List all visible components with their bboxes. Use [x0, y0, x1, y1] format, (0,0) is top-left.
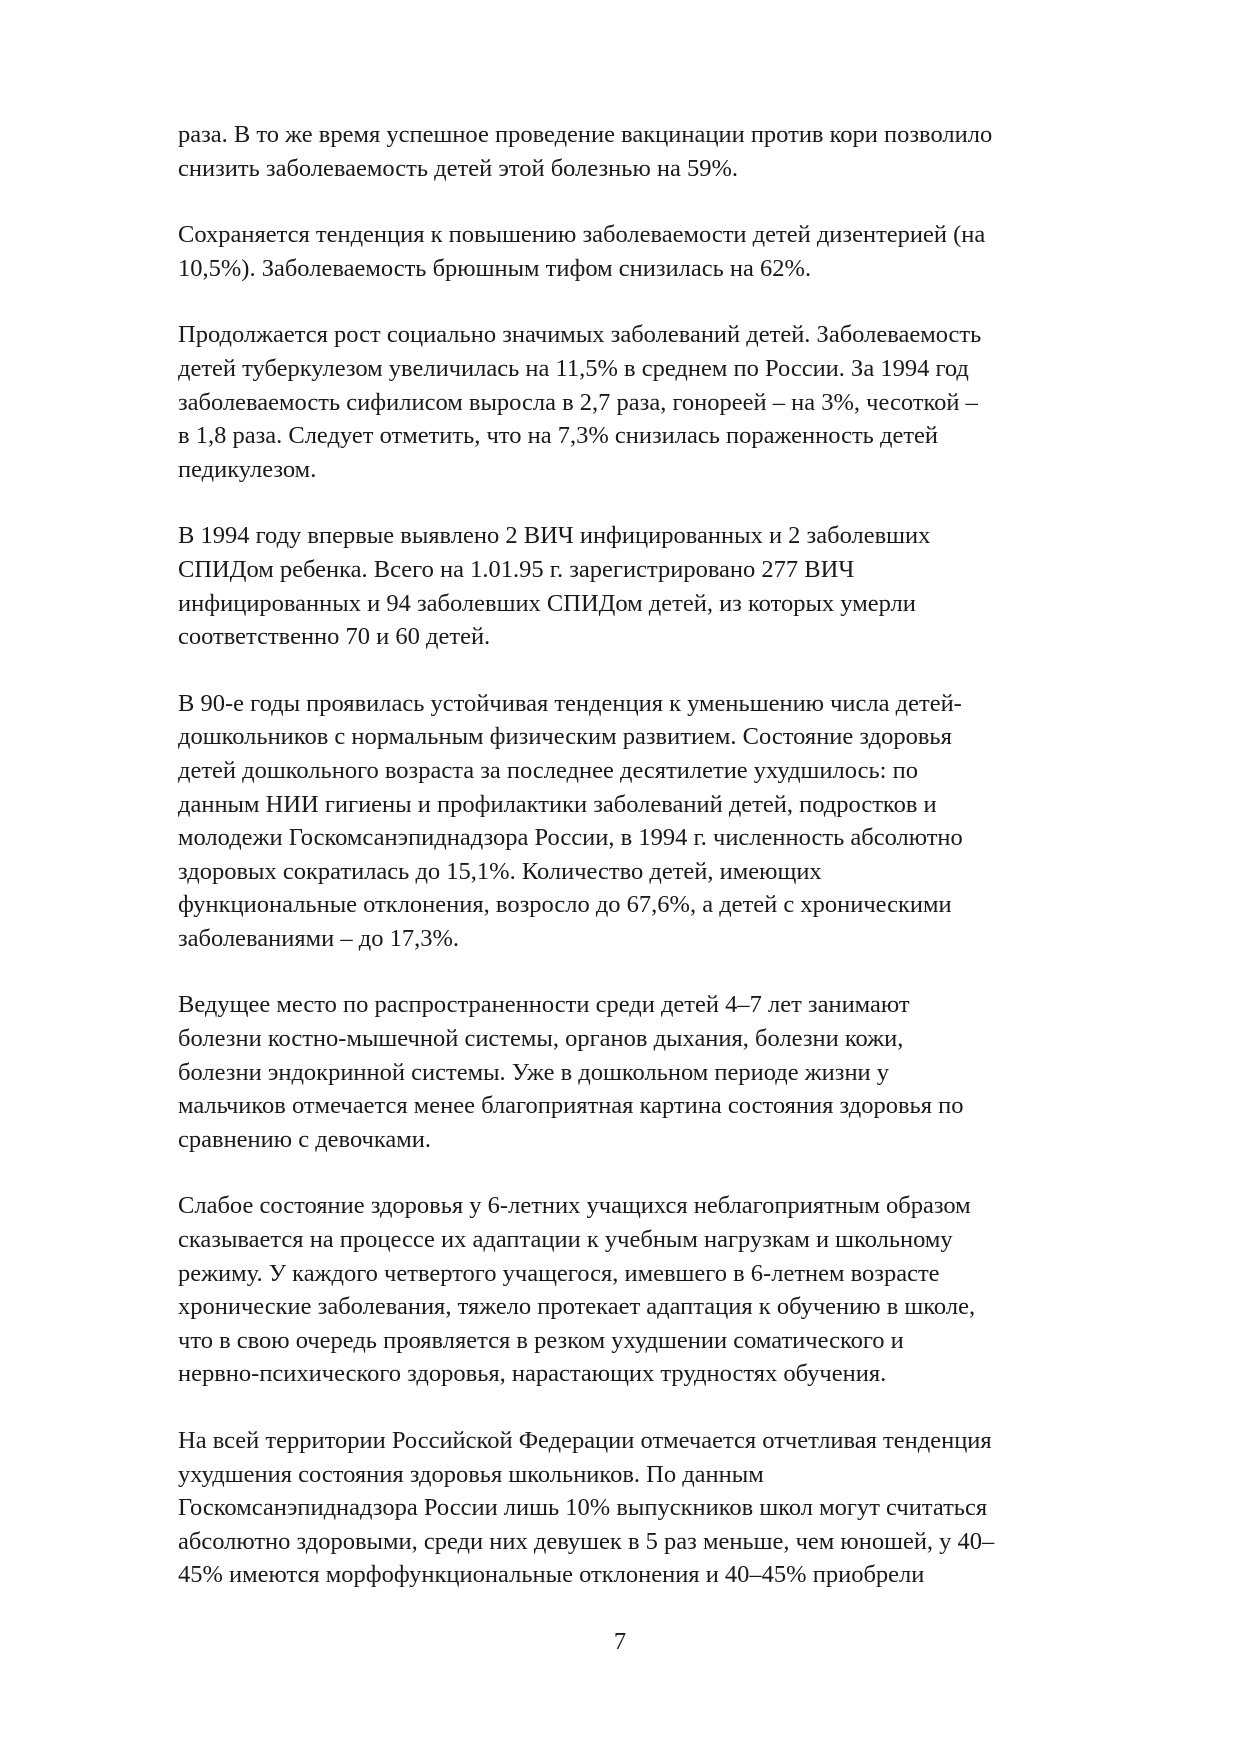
- text-line: На всей территории Российской Федерации отмечается отчетливая тенденция: [178, 1427, 992, 1454]
- text-line: болезни костно-мышечной системы, органов дыхания, болезни кожи,: [178, 1025, 904, 1053]
- paragraph-measles-vaccination: [178, 118, 1168, 185]
- text-line: заболеваемость сифилисом выросла в 2,7 раза, гонореей – на 3%, чесоткой –: [178, 388, 978, 416]
- text-line: В 90-е годы проявилась устойчивая тенденция к уменьшению числа детей-: [178, 689, 962, 717]
- text-line: В 1994 году впервые выявлено 2 ВИЧ инфицированных и 2 заболевших: [178, 522, 931, 550]
- paragraph-disease-prevalence: [178, 988, 1168, 1156]
- text-line: здоровых сократилась до 15,1%. Количество детей, имеющих: [178, 857, 822, 885]
- text-line: абсолютно здоровыми, среди них девушек в 5 раз меньше, чем юношей, у 40–: [178, 1527, 995, 1555]
- text-line: соответственно 70 и 60 детей.: [178, 623, 491, 651]
- text-line: раза. В то же время успешное проведение вакцинации против кори позволило: [178, 121, 993, 148]
- paragraph-preschool-health: [178, 687, 1168, 956]
- text-line: Ведущее место по распространенности среди детей 4–7 лет занимают: [178, 991, 910, 1019]
- text-line: молодежи Госкомсанэпиднадзора России, в 1994 г. численность абсолютно: [178, 824, 963, 852]
- text-line: в 1,8 раза. Следует отметить, что на 7,3% снизилась пораженность детей: [178, 422, 939, 450]
- text-line: инфицированных и 94 заболевших СПИДом детей, из которых умерли: [178, 589, 916, 617]
- text-line: детей туберкулезом увеличилась на 11,5% в среднем по России. За 1994 год: [178, 354, 969, 382]
- paragraph-school-adaptation: [178, 1189, 1168, 1391]
- text-line: Госкомсанэпиднадзора России лишь 10% выпускников школ могут считаться: [178, 1494, 988, 1522]
- text-line: ухудшения состояния здоровья школьников. По данным: [178, 1460, 764, 1488]
- text-line: детей дошкольного возраста за последнее десятилетие ухудшилось: по: [178, 756, 918, 784]
- text-line: сказывается на процессе их адаптации к учебным нагрузкам и школьному: [178, 1226, 953, 1254]
- paragraph-schoolchildren-health: [178, 1424, 1168, 1592]
- text-line: снизить заболеваемость детей этой болезнью на 59%.: [178, 154, 739, 182]
- text-line: СПИДом ребенка. Всего на 1.01.95 г. зарегистрировано 277 ВИЧ: [178, 555, 855, 583]
- text-line: дошкольников с нормальным физическим развитием. Состояние здоровья: [178, 723, 952, 751]
- text-line: заболеваниями – до 17,3%.: [178, 924, 460, 952]
- paragraph-hiv-aids: [178, 519, 1168, 653]
- text-line: Слабое состояние здоровья у 6-летних учащихся неблагоприятным образом: [178, 1192, 971, 1220]
- text-line: функциональные отклонения, возросло до 67,6%, а детей с хроническими: [178, 891, 952, 919]
- page-number: 7: [613, 1628, 627, 1655]
- paragraph-dysentery: [178, 218, 1168, 285]
- text-line: 10,5%). Заболеваемость брюшным тифом снизилась на 62%.: [178, 254, 812, 282]
- paragraph-social-diseases: [178, 318, 1168, 486]
- text-line: данным НИИ гигиены и профилактики заболеваний детей, подростков и: [178, 790, 937, 818]
- text-line: режиму. У каждого четвертого учащегося, имевшего в 6-летнем возрасте: [178, 1259, 940, 1287]
- text-line: педикулезом.: [178, 455, 317, 483]
- text-line: Продолжается рост социально значимых заболеваний детей. Заболеваемость: [178, 321, 982, 349]
- text-line: что в свою очередь проявляется в резком ухудшении соматического и: [178, 1326, 904, 1354]
- text-line: мальчиков отмечается менее благоприятная картина состояния здоровья по: [178, 1092, 964, 1120]
- text-line: 45% имеются морфофункциональные отклонения и 40–45% приобрели: [178, 1561, 925, 1589]
- text-line: Сохраняется тенденция к повышению заболеваемости детей дизентерией (на: [178, 221, 986, 249]
- text-line: хронические заболевания, тяжело протекает адаптация к обучению в школе,: [178, 1293, 976, 1321]
- text-line: сравнению с девочками.: [178, 1125, 432, 1153]
- document-body: [178, 118, 1168, 1625]
- text-line: болезни эндокринной системы. Уже в дошкольном периоде жизни у: [178, 1058, 890, 1086]
- text-line: нервно-психического здоровья, нарастающих трудностях обучения.: [178, 1360, 887, 1388]
